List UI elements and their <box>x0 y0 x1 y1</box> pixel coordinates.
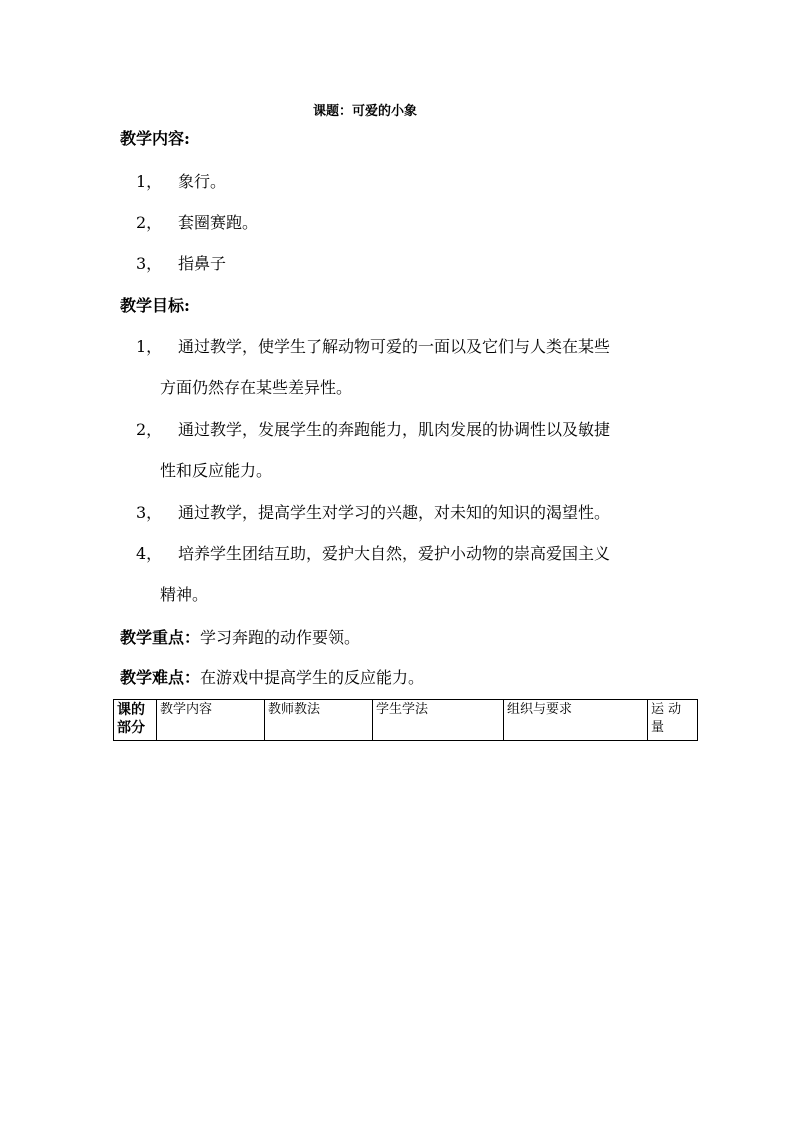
goal-item <box>136 502 610 524</box>
content-item <box>136 253 226 275</box>
content-item <box>136 212 258 234</box>
goal-continuation: 方面仍然存在某些差异性。 <box>160 378 353 397</box>
content-item-text: 套圈赛跑。 <box>178 213 259 232</box>
content-item-text: 指鼻子 <box>178 254 227 273</box>
content-item-number: 2， <box>136 213 163 232</box>
content-item-number: 1， <box>136 172 163 191</box>
difficulty-label: 教学难点： <box>120 668 201 687</box>
content-item-number: 3， <box>136 254 163 273</box>
goal-number: 2， <box>136 420 163 439</box>
goal-item <box>136 419 610 441</box>
content-item <box>136 171 226 193</box>
content-item-text: 象行。 <box>178 172 227 191</box>
goal-item <box>136 543 610 565</box>
goal-number: 1， <box>136 337 163 356</box>
header-cell-exercise-load: 运 动量 <box>648 700 698 741</box>
goal-number: 4， <box>136 544 163 563</box>
lesson-title: 课题：可爱的小象 <box>312 104 417 119</box>
goals-heading: 教学目标: <box>120 296 190 315</box>
goal-text: 通过教学，发展学生的奔跑能力，肌肉发展的协调性以及敏捷 <box>178 420 611 439</box>
goal-continuation: 性和反应能力。 <box>160 461 273 480</box>
goal-text: 通过教学，提高学生对学习的兴趣，对未知的知识的渴望性。 <box>178 503 611 522</box>
difficulty-point <box>120 667 424 689</box>
header-cell-section: 课的部分 <box>114 700 157 741</box>
header-cell-student-method: 学生学法 <box>373 700 504 741</box>
lesson-plan-table <box>113 699 698 741</box>
goal-continuation: 精神。 <box>160 585 209 604</box>
table-header-row <box>114 700 698 741</box>
content-heading: 教学内容: <box>120 129 190 148</box>
goal-number: 3， <box>136 503 163 522</box>
difficulty-text: 在游戏中提高学生的反应能力。 <box>200 668 425 687</box>
header-cell-organization: 组织与要求 <box>504 700 648 741</box>
key-point-label: 教学重点： <box>120 628 201 647</box>
goal-text: 通过教学，使学生了解动物可爱的一面以及它们与人类在某些 <box>178 337 611 356</box>
header-cell-content: 教学内容 <box>157 700 265 741</box>
goal-item <box>136 336 610 358</box>
key-point <box>120 627 360 649</box>
header-cell-teacher-method: 教师教法 <box>265 700 373 741</box>
key-point-text: 学习奔跑的动作要领。 <box>200 628 361 647</box>
goal-text: 培养学生团结互助，爱护大自然，爱护小动物的崇高爱国主义 <box>178 544 611 563</box>
